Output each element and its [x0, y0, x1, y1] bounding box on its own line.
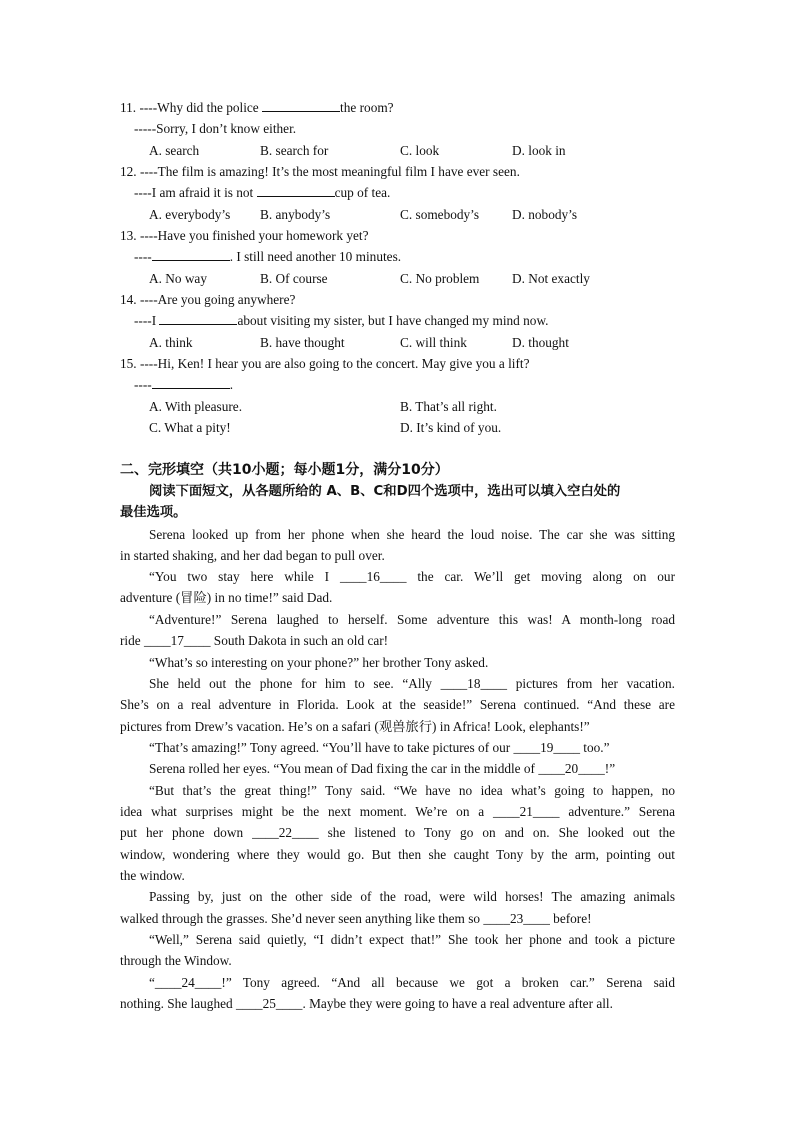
passage-p4: “What’s so interesting on your phone?” her brother Tony asked. — [149, 655, 489, 670]
passage-text: She held out the phone for him to see. “Ally — [149, 676, 441, 691]
answer-blank-11[interactable] — [262, 100, 340, 112]
answer-blank-12[interactable] — [257, 185, 335, 197]
q15-option-b[interactable]: B. That’s all right. — [400, 399, 497, 414]
passage-p8-line-3 — [120, 825, 675, 841]
passage-text: “ — [149, 975, 155, 990]
question-12: 12. ----The film is amazing! It’s the most meaningful film I have ever seen. — [120, 164, 520, 179]
question-12-reply-b: cup of tea. — [334, 185, 391, 200]
q14-option-a[interactable]: A. think — [149, 335, 193, 350]
passage-p5-line-3: pictures from Drew’s vacation. He’s on a safari (观兽旅行) in Africa! Look, elephants!” — [120, 719, 590, 734]
q13-option-d[interactable]: D. Not exactly — [512, 271, 590, 286]
passage-text: “You two stay here while I — [149, 569, 340, 584]
passage-p7 — [149, 761, 675, 777]
passage-p8-line-4: window, wondering where they would go. But then she caught Tony by the arm, pointing out — [120, 847, 675, 862]
passage-p11-line-2 — [120, 996, 675, 1012]
question-13-reply-b: . I still need another 10 minutes. — [229, 249, 402, 264]
passage-p8-line-1: “But that’s the great thing!” Tony said. “We have no idea what’s going to happen, no — [149, 783, 675, 798]
passage-text: idea what surprises might be the next moment. We’re on a — [120, 804, 494, 819]
passage-p5-line-2: She’s on a real adventure in Florida. Look at the seaside!” Serena continued. “And these are — [120, 697, 675, 712]
question-11 — [120, 100, 675, 116]
passage-p1-line-2: in started shaking, and her dad began to pull over. — [120, 548, 385, 563]
passage-text: nothing. She laughed — [120, 996, 236, 1011]
cloze-blank-24[interactable]: ____24____ — [154, 975, 222, 990]
passage-p11-line-1 — [149, 975, 675, 991]
cloze-blank-17[interactable]: ____17____ — [144, 633, 211, 648]
passage-text: she listened to Tony go on and on. She looked out the — [318, 825, 676, 840]
answer-blank-13[interactable] — [152, 249, 230, 261]
cloze-blank-21[interactable]: ____21____ — [493, 804, 560, 819]
q15-option-d[interactable]: D. It’s kind of you. — [400, 420, 502, 435]
passage-p8-line-2 — [120, 804, 675, 820]
question-14-reply — [134, 313, 689, 329]
question-14-reply-b: about visiting my sister, but I have changed my mind now. — [237, 313, 549, 328]
cloze-blank-19[interactable]: ____19____ — [513, 740, 580, 755]
question-15: 15. ----Hi, Ken! I hear you are also going to the concert. May give you a lift? — [120, 356, 530, 371]
cloze-blank-18[interactable]: ____18____ — [440, 676, 508, 691]
q11-option-d[interactable]: D. look in — [512, 143, 566, 158]
question-12-reply — [134, 185, 689, 201]
passage-text: !” — [604, 761, 616, 776]
q13-option-b[interactable]: B. Of course — [260, 271, 328, 286]
question-11-stem-a: 11. ----Why did the police — [120, 100, 263, 115]
answer-blank-14[interactable] — [159, 313, 237, 325]
passage-p10-line-2: through the Window. — [120, 953, 232, 968]
passage-p2-line-2: adventure (冒险) in no time!” said Dad. — [120, 590, 333, 605]
q12-option-a[interactable]: A. everybody’s — [149, 207, 231, 222]
q14-option-c[interactable]: C. will think — [400, 335, 467, 350]
q14-option-d[interactable]: D. thought — [512, 335, 569, 350]
passage-p5-line-1 — [149, 676, 675, 692]
passage-p10-line-1: “Well,” Serena said quietly, “I didn’t expect that!” She took her phone and took a picture — [149, 932, 675, 947]
q13-option-a[interactable]: A. No way — [149, 271, 207, 286]
passage-text: !” Tony agreed. “And all because we got a broken car.” Serena said — [221, 975, 675, 990]
question-14-reply-a: ----I — [134, 313, 160, 328]
passage-text: ride — [120, 633, 144, 648]
cloze-blank-20[interactable]: ____20____ — [538, 761, 605, 776]
passage-text: too.” — [579, 740, 610, 755]
passage-p3-line-1: “Adventure!” Serena laughed to herself. Some adventure this was! A month-long road — [149, 612, 675, 627]
passage-p8-line-5: the window. — [120, 868, 185, 883]
section-2-instruction-line-2: 最佳选项。 — [120, 505, 187, 520]
passage-p9-line-1: Passing by, just on the other side of the road, were wild horses! The amazing animals — [149, 889, 675, 904]
cloze-blank-23[interactable]: ____23____ — [483, 911, 550, 926]
passage-text: adventure.” Serena — [559, 804, 675, 819]
passage-p9-line-2 — [120, 911, 675, 927]
cloze-blank-25[interactable]: ____25____ — [235, 996, 303, 1011]
section-2-instruction-line-1: 阅读下面短文，从各题所给的 A、B、C和D四个选项中，选出可以填入空白处的 — [149, 484, 621, 499]
q14-option-b[interactable]: B. have thought — [260, 335, 345, 350]
passage-p6 — [149, 740, 675, 756]
question-12-reply-a: ----I am afraid it is not — [134, 185, 257, 200]
q11-option-c[interactable]: C. look — [400, 143, 440, 158]
passage-text: put her phone down — [120, 825, 253, 840]
q11-option-b[interactable]: B. search for — [260, 143, 329, 158]
q12-option-b[interactable]: B. anybody’s — [260, 207, 331, 222]
passage-text: walked through the grasses. She’d never seen anything like them so — [120, 911, 484, 926]
question-15-reply — [134, 377, 689, 393]
passage-text: “That’s amazing!” Tony agreed. “You’ll have to take pictures of our — [149, 740, 514, 755]
cloze-blank-16[interactable]: ____16____ — [339, 569, 407, 584]
q15-option-a[interactable]: A. With pleasure. — [149, 399, 243, 414]
question-11-reply: -----Sorry, I don’t know either. — [134, 121, 297, 136]
question-13-reply-a: ---- — [134, 249, 152, 264]
question-13: 13. ----Have you finished your homework yet? — [120, 228, 369, 243]
passage-text: before! — [549, 911, 592, 926]
passage-text: . Maybe they were going to have a real adventure after all. — [302, 996, 613, 1011]
section-2-title: 二、完形填空（共10小题；每小题1分，满分10分） — [120, 462, 449, 478]
passage-text: the car. We’ll get moving along on our — [406, 569, 675, 584]
passage-text: pictures from her vacation. — [507, 676, 675, 691]
question-11-stem-b: the room? — [340, 100, 394, 115]
question-15-reply-b: . — [229, 377, 234, 392]
question-14: 14. ----Are you going anywhere? — [120, 292, 296, 307]
q15-option-c[interactable]: C. What a pity! — [149, 420, 231, 435]
passage-p3-line-2 — [120, 633, 675, 649]
question-13-reply — [134, 249, 689, 265]
q12-option-d[interactable]: D. nobody’s — [512, 207, 578, 222]
q13-option-c[interactable]: C. No problem — [400, 271, 480, 286]
q12-option-c[interactable]: C. somebody’s — [400, 207, 480, 222]
passage-text: South Dakota in such an old car! — [210, 633, 389, 648]
passage-p2-line-1 — [149, 569, 675, 585]
passage-text: Serena rolled her eyes. “You mean of Dad fixing the car in the middle of — [149, 761, 539, 776]
cloze-blank-22[interactable]: ____22____ — [252, 825, 319, 840]
passage-p1-line-1: Serena looked up from her phone when she heard the loud noise. The car she was sitting — [149, 527, 675, 542]
answer-blank-15[interactable] — [152, 377, 230, 389]
question-15-reply-a: ---- — [134, 377, 152, 392]
q11-option-a[interactable]: A. search — [149, 143, 200, 158]
